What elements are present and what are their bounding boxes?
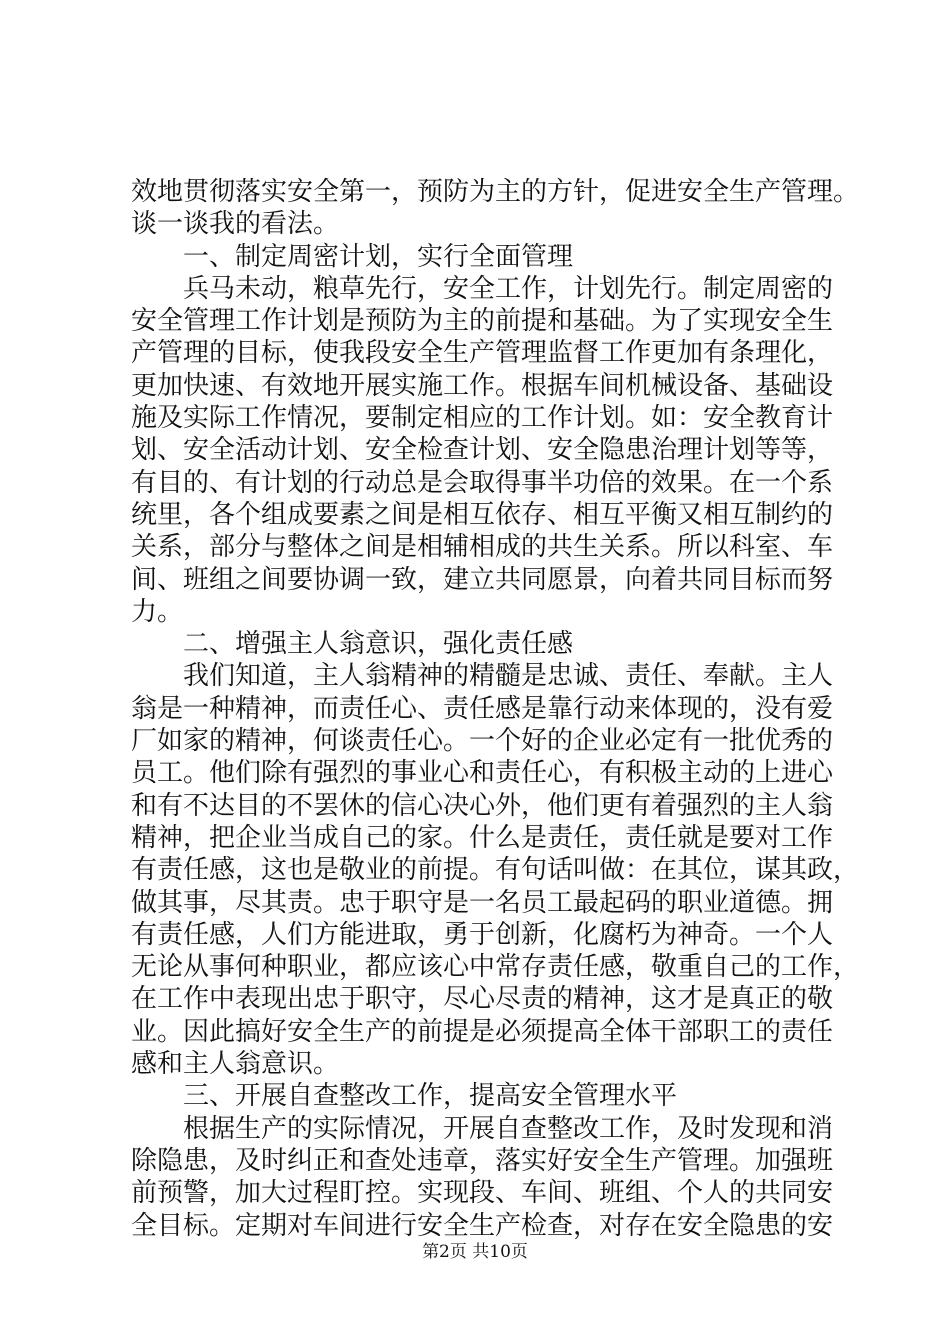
- paragraph-line: 翁是一种精神，而责任心、责任感是靠行动来体现的，没有爱: [131, 693, 834, 724]
- paragraph-line: 力。: [131, 596, 184, 627]
- section-heading: 三、开展自查整改工作，提高安全管理水平: [183, 1081, 678, 1112]
- paragraph-line: 划、安全活动计划、安全检查计划、安全隐患治理计划等等，: [131, 435, 834, 466]
- paragraph-line: 除隐患，及时纠正和查处违章，落实好安全生产管理。加强班: [131, 1145, 834, 1176]
- paragraph-line: 施及实际工作情况，要制定相应的工作计划。如：安全教育计: [131, 403, 834, 434]
- paragraph-line: 前预警，加大过程盯控。实现段、车间、班组、个人的共同安: [131, 1178, 834, 1209]
- paragraph-line: 在工作中表现出忠于职守，尽心尽责的精神，这才是真正的敬: [131, 984, 834, 1015]
- paragraph-line: 精神，把企业当成自己的家。什么是责任，责任就是要对工作: [131, 822, 834, 853]
- paragraph-line: 全目标。定期对车间进行安全生产检查，对存在安全隐患的安: [131, 1210, 834, 1241]
- paragraph-line: 统里，各个组成要素之间是相互依存、相互平衡又相互制约的: [131, 499, 834, 530]
- paragraph-line: 做其事，尽其责。忠于职守是一名员工最起码的职业道德。拥: [131, 887, 834, 918]
- section-heading: 一、制定周密计划，实行全面管理: [183, 241, 574, 272]
- paragraph-line: 更加快速、有效地开展实施工作。根据车间机械设备、基础设: [131, 370, 834, 401]
- paragraph-line: 和有不达目的不罢休的信心决心外，他们更有着强烈的主人翁: [131, 790, 834, 821]
- paragraph-line: 间、班组之间要协调一致，建立共同愿景，向着共同目标而努: [131, 564, 834, 595]
- paragraph-line: 厂如家的精神，何谈责任心。一个好的企业必定有一批优秀的: [131, 726, 834, 757]
- paragraph-line: 有责任感，人们方能进取，勇于创新，化腐朽为神奇。一个人: [131, 919, 834, 950]
- paragraph-line: 产管理的目标，使我段安全生产管理监督工作更加有条理化，: [131, 338, 834, 369]
- paragraph-line: 感和主人翁意识。: [131, 1049, 340, 1080]
- paragraph-line: 有责任感，这也是敬业的前提。有句话叫做：在其位，谋其政，: [131, 855, 860, 886]
- page-footer: 第2页 共10页: [422, 1242, 528, 1262]
- paragraph-line: 员工。他们除有强烈的事业心和责任心，有积极主动的上进心: [131, 758, 834, 789]
- paragraph-line: 谈一谈我的看法。: [131, 209, 340, 240]
- paragraph-line: 无论从事何种职业，都应该心中常存责任感，敬重自己的工作，: [131, 952, 860, 983]
- paragraph-line: 根据生产的实际情况，开展自查整改工作，及时发现和消: [183, 1113, 834, 1144]
- document-body: [131, 176, 860, 1242]
- paragraph-line: 安全管理工作计划是预防为主的前提和基础。为了实现安全生: [131, 306, 834, 337]
- paragraph-line: 我们知道，主人翁精神的精髓是忠诚、责任、奉献。主人: [183, 661, 834, 692]
- paragraph-line: 有目的、有计划的行动总是会取得事半功倍的效果。在一个系: [131, 467, 834, 498]
- paragraph-line: 业。因此搞好安全生产的前提是必须提高全体干部职工的责任: [131, 1016, 834, 1047]
- paragraph-line: 效地贯彻落实安全第一，预防为主的方针，促进安全生产管理。: [131, 177, 860, 207]
- paragraph-line: 关系，部分与整体之间是相辅相成的共生关系。所以科室、车: [131, 532, 834, 563]
- paragraph-line: 兵马未动，粮草先行，安全工作，计划先行。制定周密的: [183, 273, 834, 304]
- section-heading: 二、增强主人翁意识，强化责任感: [183, 629, 574, 660]
